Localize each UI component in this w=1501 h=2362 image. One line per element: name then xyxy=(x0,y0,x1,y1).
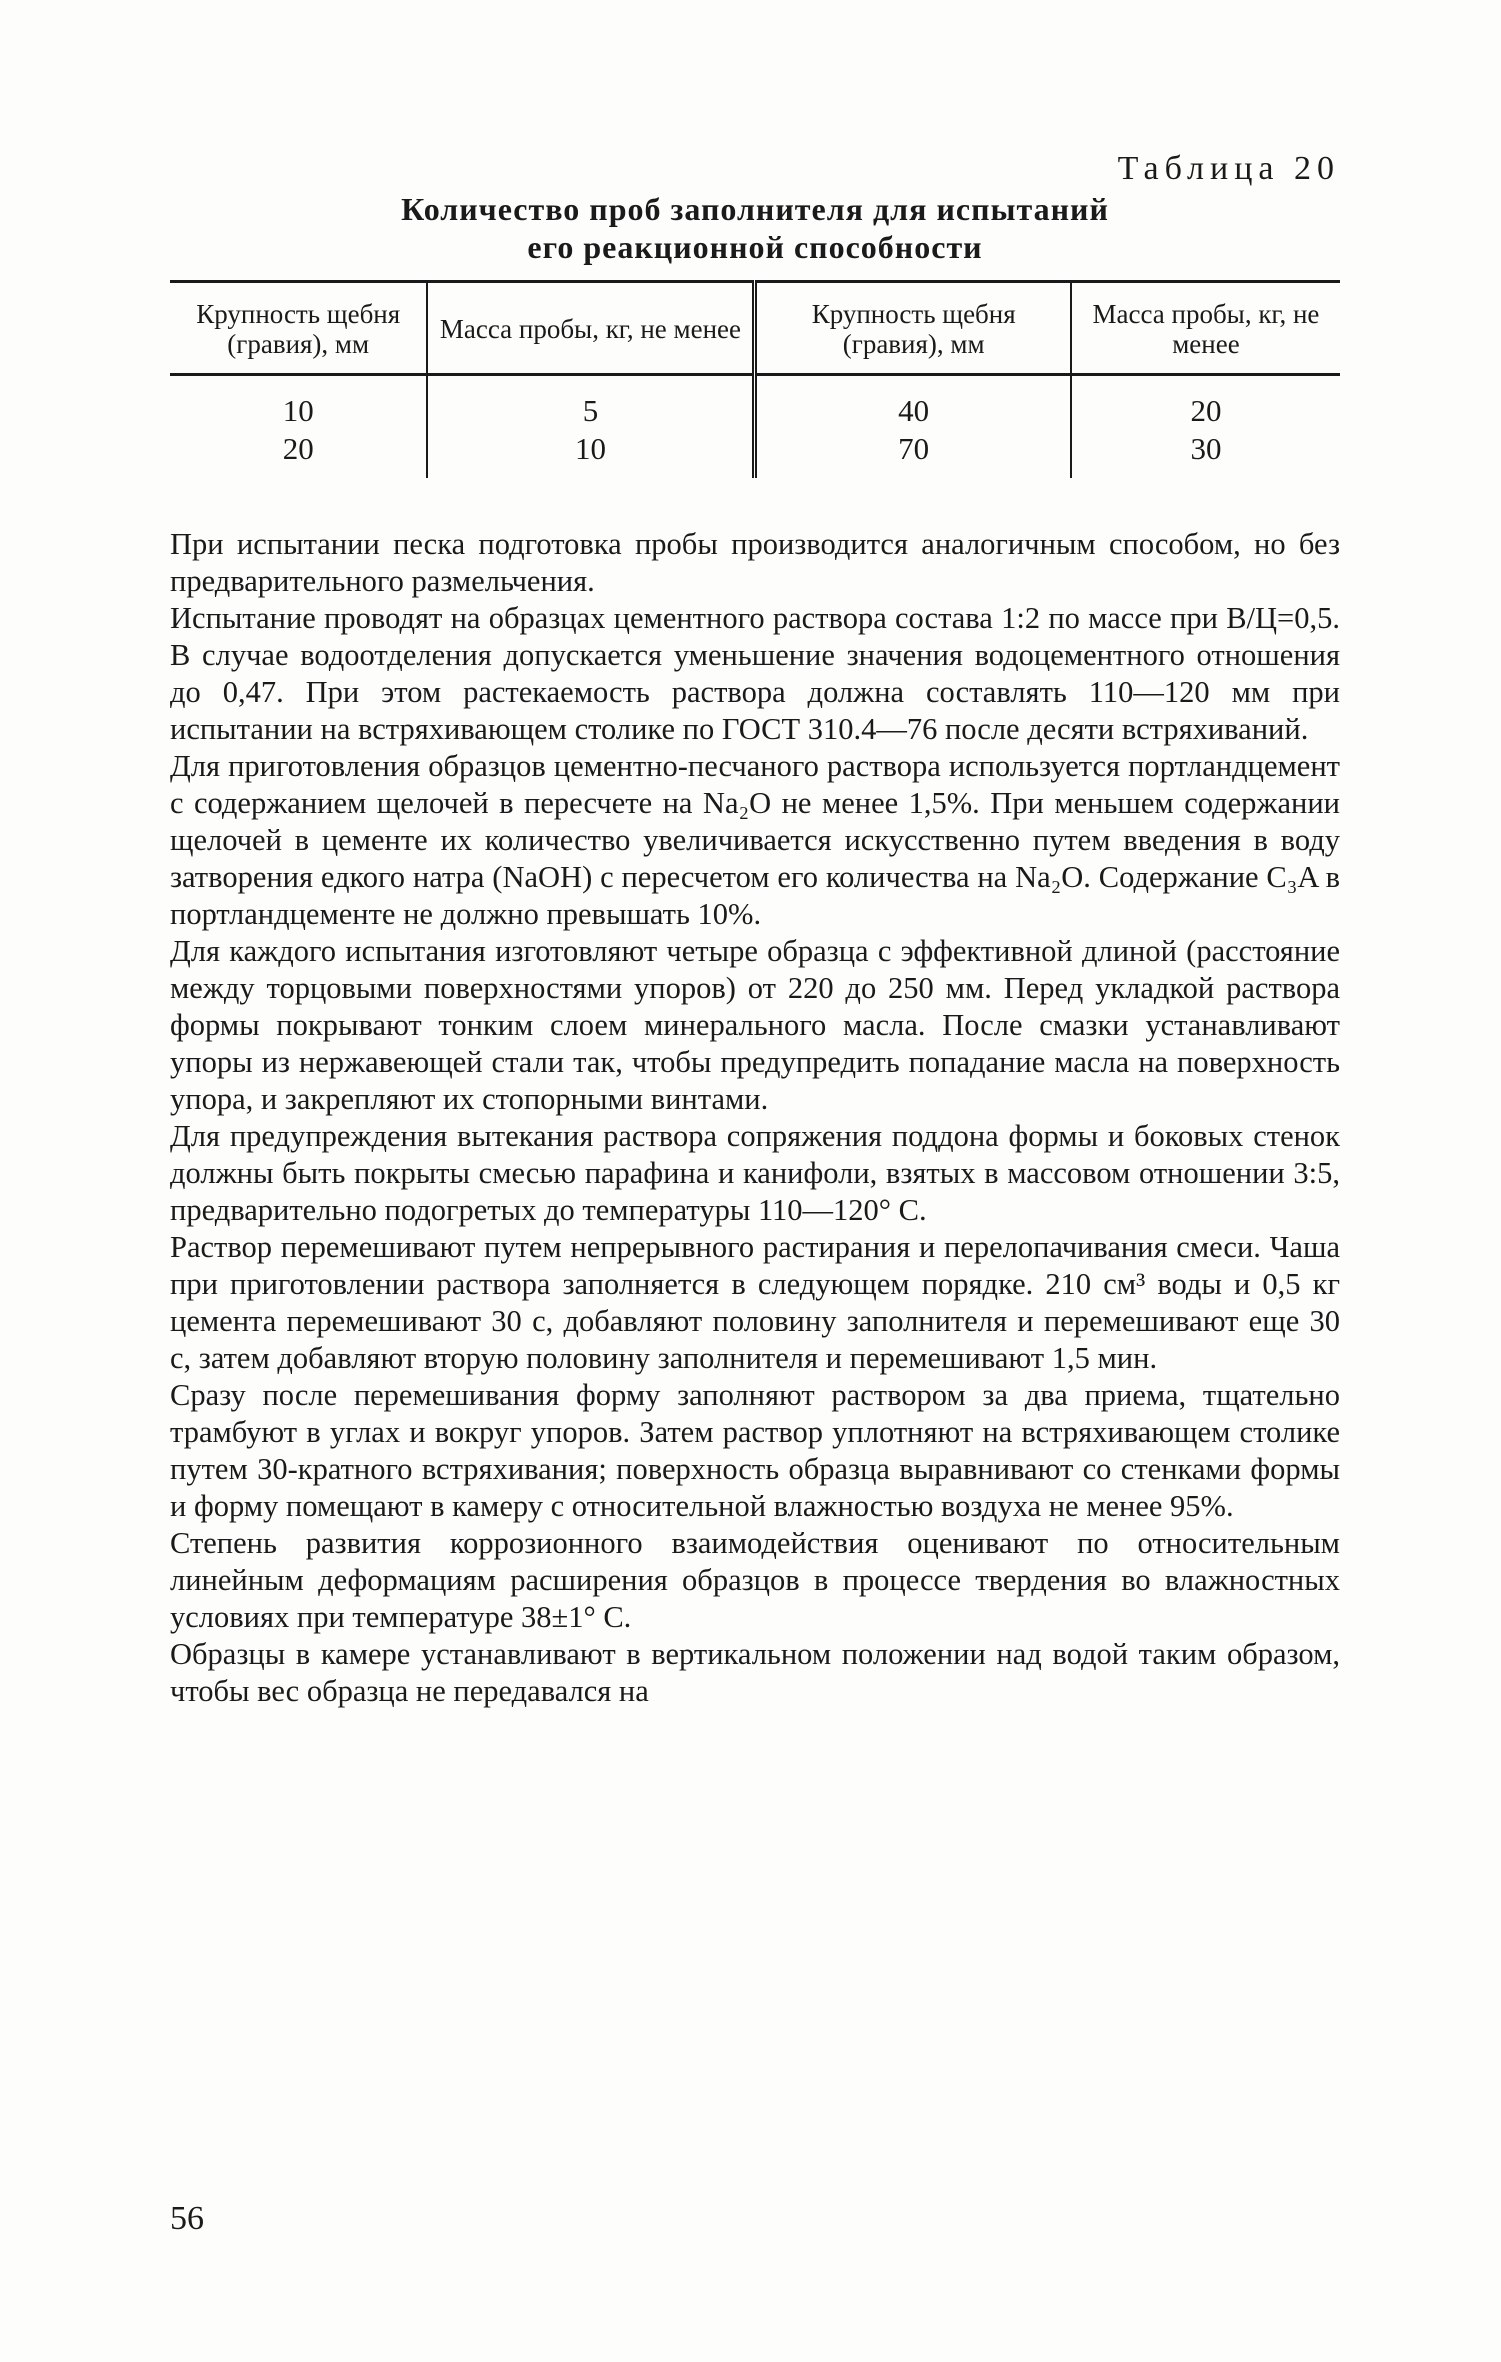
column-header: Крупность щебня (гравия), мм xyxy=(755,282,1071,375)
paragraph: Образцы в камере устанавливают в вертикальном положении над водой таким образом, чтобы вес образца не передавался на xyxy=(170,1637,1340,1708)
table-title-line-2: его реакционной способности xyxy=(527,229,983,265)
table-cell: 40 70 xyxy=(755,375,1071,479)
table-cell: 20 30 xyxy=(1190,393,1222,466)
column-header: Масса пробы, кг, не менее xyxy=(427,282,755,375)
column-header: Крупность щебня (гравия), мм xyxy=(170,282,427,375)
page-number: 56 xyxy=(170,2200,204,2237)
paragraph: Для предупреждения вытекания раствора сопряжения поддона формы и боковых стенок должны быть покрыты смесью парафина и канифоли, взятых в массовом отношении 3:5, предварительно подогретых до температуры 110—120° С. xyxy=(170,1119,1340,1227)
page-content xyxy=(170,150,1340,1710)
table-header-row xyxy=(170,282,1340,375)
table-cell: 10 20 xyxy=(170,375,427,479)
paragraph: Для каждого испытания изготовляют четыре образца с эффективной длиной (расстояние между торцовыми поверхностями упоров) от 220 до 250 мм. Перед укладкой раствора формы покрывают тонким слоем минерального масла. После смазки устанавливают упоры из нержавеющей стали так, чтобы предупредить попадание масла на поверхность упора, и закрепляют их стопорными винтами. xyxy=(170,934,1340,1116)
table-label: Таблица 20 xyxy=(1117,150,1340,187)
table-cell: 5 10 xyxy=(427,375,755,479)
column-header: Масса пробы, кг, не менее xyxy=(1071,282,1340,375)
table-title xyxy=(170,190,1340,266)
table-row xyxy=(170,375,1340,479)
paragraph: Для приготовления образцов цементно-песчаного раствора используется портландцемент с содержанием щелочей в пересчете на Na₂O не менее 1,5%. При меньшем содержании щелочей в цементе их количество увеличивается искусственно путем введения в воду затворения едкого натра (NaOH) с пересчетом его количества на Na₂O. Содержание C₃A в портландцементе не должно превышать 10%. xyxy=(170,749,1340,931)
table-title-line-1: Количество проб заполнителя для испытаний xyxy=(401,191,1109,227)
aggregate-sample-table xyxy=(170,280,1340,478)
paragraph: При испытании песка подготовка пробы производится аналогичным способом, но без предварительного размельчения. xyxy=(170,527,1340,598)
paragraph: Раствор перемешивают путем непрерывного растирания и перелопачивания смеси. Чаша при приготовлении раствора заполняется в следующем порядке. 210 см³ воды и 0,5 кг цемента перемешивают 30 с, добавляют половину заполнителя и перемешивают еще 30 с, затем добавляют вторую половину заполнителя и перемешивают 1,5 мин. xyxy=(170,1230,1340,1375)
body-text xyxy=(170,526,1340,1710)
paragraph: Степень развития коррозионного взаимодействия оценивают по относительным линейным деформациям расширения образцов в процессе твердения во влажностных условиях при температуре 38±1° С. xyxy=(170,1526,1340,1634)
paragraph: Испытание проводят на образцах цементного раствора состава 1:2 по массе при В/Ц=0,5. В случае водоотделения допускается уменьшение значения водоцементного отношения до 0,47. При этом растекаемость раствора должна составлять 110—120 мм при испытании на встряхивающем столике по ГОСТ 310.4—76 после десяти встряхиваний. xyxy=(170,601,1340,746)
paragraph: Сразу после перемешивания форму заполняют раствором за два приема, тщательно трамбуют в углах и вокруг упоров. Затем раствор уплотняют на встряхивающем столике путем 30-кратного встряхивания; поверхность образца выравнивают со стенками формы и форму помещают в камеру с относительной влажностью воздуха не менее 95%. xyxy=(170,1378,1340,1523)
